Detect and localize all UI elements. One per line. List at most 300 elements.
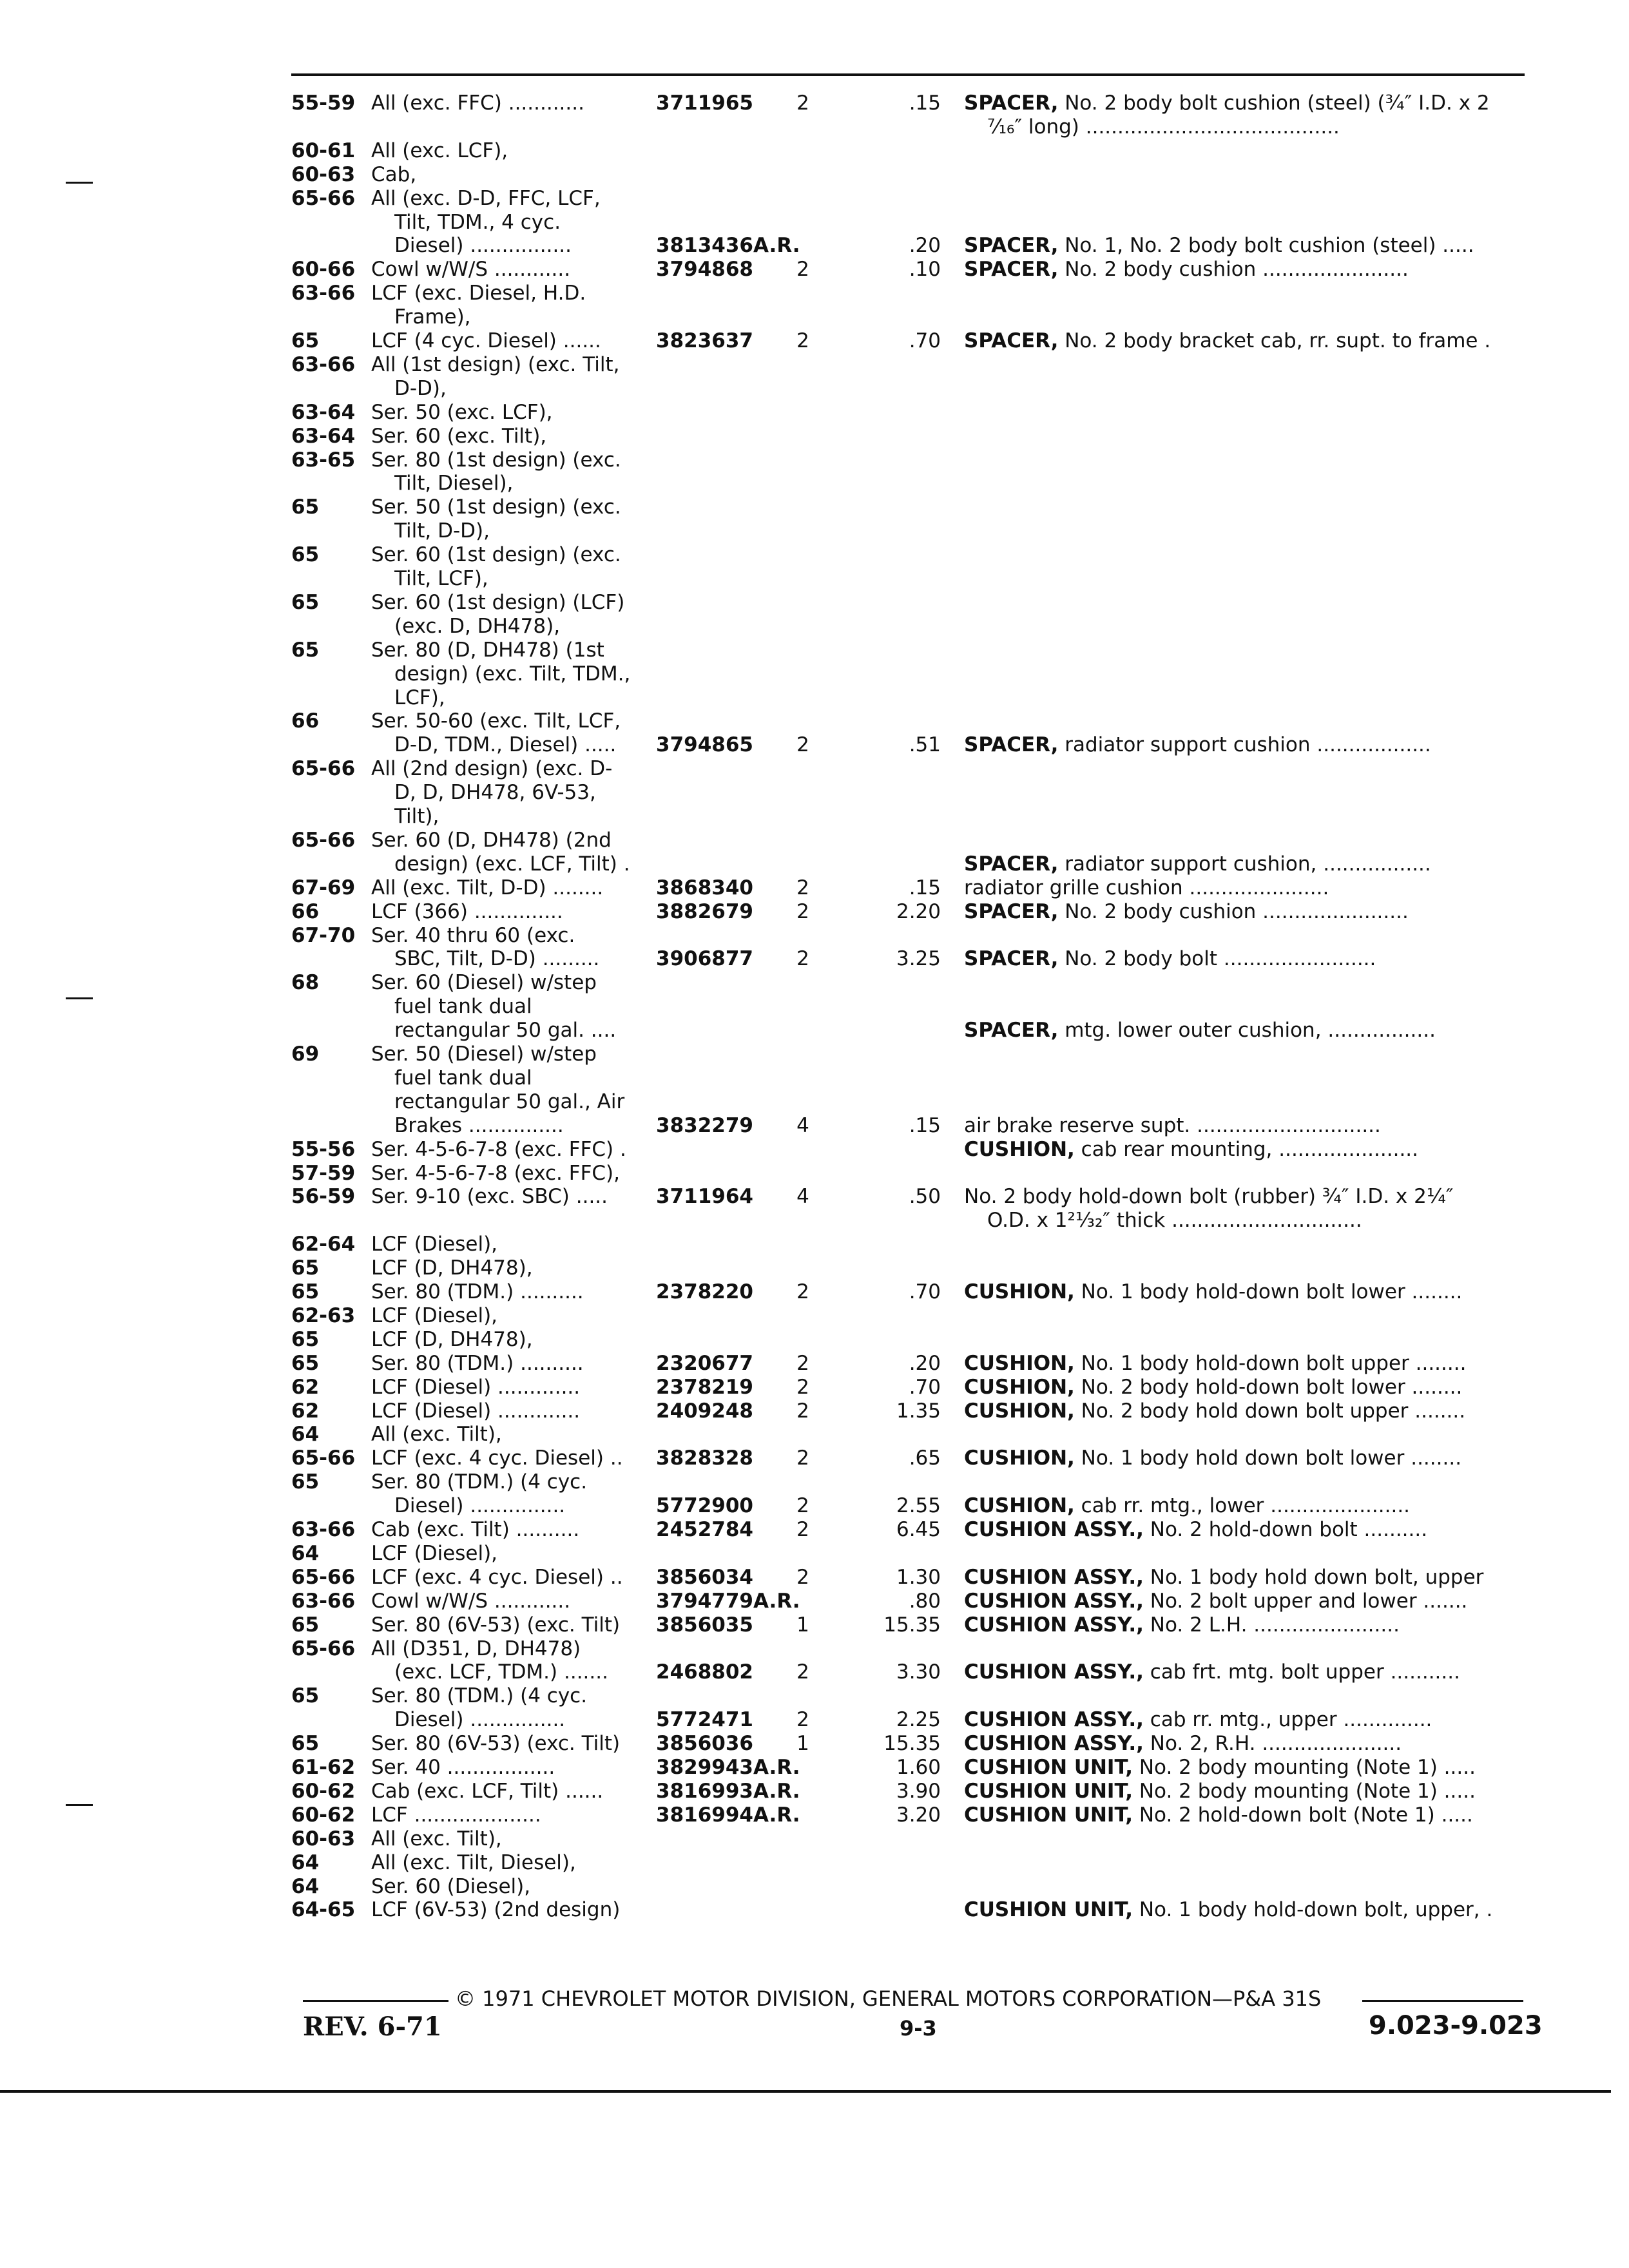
table-row (0, 1780, 1629, 1803)
table-row (0, 1637, 1629, 1660)
quantity: 2 (796, 91, 809, 115)
model-years: 65 (291, 590, 320, 614)
part-number: 3823637 (656, 329, 753, 352)
table-row (0, 495, 1629, 519)
part-name: SPACER, (964, 91, 1059, 115)
application: Ser. 80 (TDM.) .......... (371, 1351, 584, 1375)
part-name: CUSHION ASSY., (964, 1708, 1144, 1732)
model-years: 60-63 (291, 1827, 356, 1850)
model-years: 69 (291, 1043, 320, 1066)
part-number: 3794779A.R. (656, 1589, 800, 1613)
part-name: SPACER, (964, 258, 1059, 282)
application: Tilt, LCF), (394, 567, 488, 590)
part-name: CUSHION ASSY., (964, 1518, 1144, 1541)
application: Tilt, D-D), (394, 519, 490, 543)
application: All (exc. Tilt, Diesel), (371, 1850, 576, 1874)
application: fuel tank dual (394, 1066, 532, 1090)
part-number: 3856035 (656, 1613, 753, 1637)
description (964, 1803, 1523, 1827)
quantity: 2 (796, 1518, 809, 1541)
part-name: CUSHION UNIT, (964, 1779, 1133, 1803)
model-years: 65 (291, 1256, 320, 1280)
application: Ser. 4-5-6-7-8 (exc. FFC), (371, 1161, 621, 1185)
table-row (0, 1352, 1629, 1375)
application: All (1st design) (exc. Tilt, (371, 352, 620, 376)
table-row (0, 1708, 1629, 1731)
application: All (exc. Tilt), (371, 1827, 502, 1850)
application: Ser. 40 ................. (371, 1756, 555, 1779)
application: LCF (D, DH478), (371, 1256, 533, 1280)
description (964, 1494, 1523, 1517)
model-years: 63-64 (291, 424, 356, 448)
quantity: 2 (796, 1446, 809, 1470)
model-years: 65 (291, 543, 320, 567)
table-row (0, 639, 1629, 662)
model-years: 65 (291, 495, 320, 519)
price: 3.90 (896, 1779, 941, 1803)
price: 15.35 (883, 1613, 941, 1637)
model-years: 65 (291, 329, 320, 352)
quantity: 2 (796, 258, 809, 282)
quantity: 1 (796, 1732, 809, 1756)
description (964, 258, 1523, 281)
description-text: No. 2 hold-down bolt (Note 1) ..... (1132, 1803, 1473, 1827)
table-row (0, 305, 1629, 329)
description (987, 115, 1523, 139)
application: Cowl w/W/S ............ (371, 258, 571, 282)
table-row (0, 900, 1629, 923)
table-row (0, 1066, 1629, 1090)
description-text: No. 2 L.H. ....................... (1143, 1613, 1400, 1637)
application: Ser. 50 (exc. LCF), (371, 400, 553, 424)
application: Ser. 60 (Diesel), (371, 1874, 531, 1898)
application: LCF (Diesel), (371, 1233, 498, 1256)
part-number: 2409248 (656, 1399, 753, 1423)
part-name: SPACER, (964, 1019, 1059, 1043)
part-name: CUSHION ASSY., (964, 1565, 1144, 1589)
application: Tilt, TDM., 4 cyc. (394, 210, 561, 234)
application: Ser. 50 (Diesel) w/step (371, 1043, 597, 1066)
table-row (0, 1423, 1629, 1446)
footer-revision: REV. 6-71 (303, 2012, 442, 2042)
application: Ser. 80 (TDM.) (4 cyc. (371, 1684, 588, 1708)
model-years: 63-64 (291, 400, 356, 424)
table-row (0, 1209, 1629, 1232)
description-text: No. 2 body bolt ........................ (1058, 947, 1376, 971)
table-row (0, 709, 1629, 733)
table-row (0, 971, 1629, 994)
part-number: 3856034 (656, 1565, 753, 1589)
application: All (D351, D, DH478) (371, 1637, 581, 1660)
model-years: 63-66 (291, 1518, 356, 1541)
table-row (0, 543, 1629, 566)
model-years: 65-66 (291, 757, 356, 781)
table-row (0, 924, 1629, 947)
description (964, 1280, 1523, 1303)
table-row (0, 234, 1629, 257)
table-row (0, 1590, 1629, 1613)
price: .50 (909, 1185, 941, 1209)
application: All (2nd design) (exc. D- (371, 757, 613, 781)
application: Ser. 4-5-6-7-8 (exc. FFC) . (371, 1137, 626, 1161)
price: .65 (909, 1446, 941, 1470)
quantity: 1 (796, 1613, 809, 1637)
table-row (0, 163, 1629, 186)
description-text: No. 2, R.H. ...................... (1143, 1732, 1402, 1756)
part-name: CUSHION UNIT, (964, 1803, 1133, 1827)
part-number: 2320677 (656, 1351, 753, 1375)
price: 1.30 (896, 1565, 941, 1589)
price: .20 (909, 1351, 941, 1375)
application: All (exc. D-D, FFC, LCF, (371, 186, 601, 210)
table-row (0, 1803, 1629, 1827)
description-text: cab rr. mtg., lower ...................... (1074, 1494, 1411, 1518)
application: Ser. 40 thru 60 (exc. (371, 923, 575, 947)
table-row (0, 1660, 1629, 1684)
part-number: 2378220 (656, 1280, 753, 1303)
table-row (0, 425, 1629, 448)
application: Ser. 80 (TDM.) .......... (371, 1280, 584, 1303)
table-row (0, 1756, 1629, 1779)
description-text: No. 1 body hold-down bolt, upper, . (1132, 1898, 1493, 1922)
table-row (0, 662, 1629, 686)
price: 1.60 (896, 1756, 941, 1779)
description-text: No. 1 body hold down bolt lower ........ (1074, 1446, 1462, 1470)
application: LCF (366) .............. (371, 899, 563, 923)
description (964, 1399, 1523, 1423)
application: LCF (Diesel) ............. (371, 1375, 581, 1399)
table-row (0, 947, 1629, 970)
description-text: No. 2 body mounting (Note 1) ..... (1132, 1756, 1476, 1779)
table-row (0, 686, 1629, 709)
application: All (exc. LCF), (371, 139, 508, 162)
model-years: 68 (291, 971, 320, 995)
part-name: SPACER, (964, 733, 1059, 757)
price: 2.25 (896, 1708, 941, 1732)
application: LCF (Diesel) ............. (371, 1399, 581, 1423)
part-number: 3829943A.R. (656, 1756, 800, 1779)
price: .51 (909, 733, 941, 757)
application: (exc. LCF, TDM.) ....... (394, 1660, 608, 1684)
model-years: 66 (291, 899, 320, 923)
application: All (exc. Tilt, D-D) ........ (371, 876, 604, 899)
part-name: CUSHION UNIT, (964, 1898, 1133, 1922)
application: Ser. 60 (exc. Tilt), (371, 424, 547, 448)
quantity: 2 (796, 876, 809, 899)
table-row (0, 1684, 1629, 1707)
description (964, 1756, 1523, 1779)
table-row (0, 1256, 1629, 1280)
description (964, 1518, 1523, 1541)
table-row (0, 1470, 1629, 1494)
quantity: 2 (796, 1351, 809, 1375)
table-row (0, 1851, 1629, 1874)
application: LCF (exc. Diesel, H.D. (371, 282, 586, 305)
price: .70 (909, 1280, 941, 1303)
model-years: 65 (291, 1327, 320, 1351)
description-text: No. 1 body hold-down bolt lower ........ (1074, 1280, 1463, 1303)
table-row (0, 1376, 1629, 1399)
price: .20 (909, 234, 941, 258)
application: Frame), (394, 305, 471, 329)
description-text: radiator support cushion .................. (1058, 733, 1431, 757)
model-years: 66 (291, 709, 320, 733)
description (964, 1780, 1523, 1803)
description (964, 234, 1523, 257)
application: LCF .................... (371, 1803, 541, 1827)
model-years: 65 (291, 638, 320, 662)
quantity: 2 (796, 1708, 809, 1732)
application: LCF (Diesel), (371, 1541, 498, 1565)
model-years: 65-66 (291, 1565, 356, 1589)
description-text: No. 2 bolt upper and lower ....... (1143, 1589, 1468, 1613)
footer-group-code: 9.023-9.023 (1369, 2011, 1543, 2041)
description-text: No. 2 body hold down bolt upper ........ (1074, 1399, 1466, 1423)
quantity: 4 (796, 1113, 809, 1137)
application: Ser. 80 (1st design) (exc. (371, 448, 621, 472)
application: Ser. 80 (6V-53) (exc. Tilt) (371, 1613, 621, 1637)
part-name: CUSHION, (964, 1351, 1075, 1375)
description (964, 91, 1523, 115)
application: Ser. 60 (1st design) (exc. (371, 543, 621, 567)
application: Cab, (371, 162, 417, 186)
description (964, 900, 1523, 923)
table-row (0, 329, 1629, 352)
model-years: 63-66 (291, 352, 356, 376)
table-row (0, 1114, 1629, 1137)
table-row (0, 448, 1629, 472)
application: All (exc. Tilt), (371, 1423, 502, 1446)
application: Ser. 80 (6V-53) (exc. Tilt) (371, 1732, 621, 1756)
application: design) (exc. LCF, Tilt) . (394, 852, 630, 876)
part-number: 3794865 (656, 733, 753, 757)
part-number: 3868340 (656, 876, 753, 899)
price: .10 (909, 258, 941, 282)
part-name: CUSHION, (964, 1446, 1075, 1470)
model-years: 65-66 (291, 1637, 356, 1660)
quantity: 2 (796, 329, 809, 352)
price: .15 (909, 1113, 941, 1137)
application: Cab (exc. Tilt) .......... (371, 1518, 580, 1541)
quantity: 2 (796, 1660, 809, 1684)
application: design) (exc. Tilt, TDM., (394, 662, 631, 686)
model-years: 65 (291, 1613, 320, 1637)
application: All (exc. FFC) ............ (371, 91, 584, 115)
application: Cowl w/W/S ............ (371, 1589, 571, 1613)
description (964, 1590, 1523, 1613)
application: Ser. 60 (1st design) (LCF) (371, 590, 625, 614)
model-years: 55-56 (291, 1137, 356, 1161)
table-row (0, 805, 1629, 828)
part-name: CUSHION ASSY., (964, 1732, 1144, 1756)
table-row (0, 1043, 1629, 1066)
part-number: 3882679 (656, 899, 753, 923)
model-years: 60-66 (291, 258, 356, 282)
table-row (0, 1898, 1629, 1921)
part-name: SPACER, (964, 899, 1059, 923)
model-years: 64-65 (291, 1898, 356, 1922)
model-years: 56-59 (291, 1185, 356, 1209)
description-text: radiator grille cushion ...................... (964, 876, 1329, 899)
part-name: CUSHION ASSY., (964, 1660, 1144, 1684)
table-row (0, 1233, 1629, 1256)
part-number: 3794868 (656, 258, 753, 282)
part-number: 3711965 (656, 91, 753, 115)
price: 6.45 (896, 1518, 941, 1541)
description (964, 1898, 1523, 1921)
model-years: 63-66 (291, 1589, 356, 1613)
part-name: SPACER, (964, 234, 1059, 258)
model-years: 60-62 (291, 1779, 356, 1803)
model-years: 60-63 (291, 162, 356, 186)
table-row (0, 1304, 1629, 1327)
description (964, 1446, 1523, 1470)
application: Tilt), (394, 805, 439, 828)
table-row (0, 567, 1629, 590)
description-text: No. 2 body cushion ....................... (1058, 899, 1409, 923)
part-name: CUSHION, (964, 1375, 1075, 1399)
description-text: No. 2 body mounting (Note 1) ..... (1132, 1779, 1476, 1803)
price: 1.35 (896, 1399, 941, 1423)
description (964, 852, 1523, 876)
description-text: air brake reserve supt. ............................. (964, 1113, 1381, 1137)
model-years: 65 (291, 1684, 320, 1708)
part-number: 3816993A.R. (656, 1779, 800, 1803)
application: Tilt, Diesel), (394, 472, 514, 495)
description-text: mtg. lower outer cushion, ................. (1058, 1019, 1436, 1043)
application: SBC, Tilt, D-D) ......... (394, 947, 600, 971)
model-years: 64 (291, 1541, 320, 1565)
description (964, 1566, 1523, 1589)
table-row (0, 1875, 1629, 1898)
description (964, 1352, 1523, 1375)
model-years: 62 (291, 1375, 320, 1399)
footer-rule-right (1362, 2000, 1523, 2002)
table-row (0, 1328, 1629, 1351)
footer-page-number: 9-3 (900, 2016, 937, 2041)
model-years: 64 (291, 1874, 320, 1898)
part-number: 3832279 (656, 1113, 753, 1137)
description (964, 1138, 1523, 1161)
table-row (0, 91, 1629, 115)
table-row (0, 1542, 1629, 1565)
table-row (0, 1446, 1629, 1470)
table-row (0, 377, 1629, 400)
part-name: SPACER, (964, 329, 1059, 352)
description-text: No. 1, No. 2 body bolt cushion (steel) ..... (1058, 234, 1474, 258)
application: LCF (4 cyc. Diesel) ...... (371, 329, 601, 352)
application: Ser. 9-10 (exc. SBC) ..... (371, 1185, 608, 1209)
table-row (0, 472, 1629, 495)
price: 3.25 (896, 947, 941, 971)
price: .15 (909, 91, 941, 115)
application: Ser. 80 (TDM.) (4 cyc. (371, 1470, 588, 1494)
price: 3.30 (896, 1660, 941, 1684)
part-name: CUSHION UNIT, (964, 1756, 1133, 1779)
model-years: 63-66 (291, 282, 356, 305)
application: LCF (exc. 4 cyc. Diesel) .. (371, 1565, 623, 1589)
part-name: SPACER, (964, 852, 1059, 876)
part-number: 2452784 (656, 1518, 753, 1541)
part-name: CUSHION ASSY., (964, 1589, 1144, 1613)
table-row (0, 1827, 1629, 1850)
footer-copyright: © 1971 CHEVROLET MOTOR DIVISION, GENERAL MOTORS CORPORATION—P&A 31S (455, 1986, 1322, 2011)
description (964, 1019, 1523, 1042)
application: Diesel) ................ (394, 234, 572, 258)
price: 2.55 (896, 1494, 941, 1518)
quantity: 2 (796, 733, 809, 757)
description (987, 1209, 1523, 1232)
description-text: No. 2 body hold-down bolt lower ........ (1074, 1375, 1463, 1399)
model-years: 65-66 (291, 828, 356, 852)
description (964, 1732, 1523, 1755)
price: 15.35 (883, 1732, 941, 1756)
model-years: 64 (291, 1423, 320, 1446)
table-row (0, 852, 1629, 876)
top-rule (291, 73, 1525, 76)
price: .15 (909, 876, 941, 899)
application: LCF (D, DH478), (371, 1327, 533, 1351)
model-years: 67-70 (291, 923, 356, 947)
quantity: 4 (796, 1185, 809, 1209)
table-row (0, 615, 1629, 638)
table-row (0, 1613, 1629, 1637)
description-text: No. 2 body hold-down bolt (rubber) ¾″ I.D. x 2¼″ (964, 1185, 1454, 1209)
description-text: No. 2 body cushion ....................... (1058, 258, 1409, 282)
application: LCF (exc. 4 cyc. Diesel) .. (371, 1446, 623, 1470)
model-years: 60-62 (291, 1803, 356, 1827)
price: 3.20 (896, 1803, 941, 1827)
application: D, D, DH478, 6V-53, (394, 781, 596, 805)
table-row (0, 1280, 1629, 1303)
table-row (0, 139, 1629, 162)
table-row (0, 1494, 1629, 1517)
table-row (0, 187, 1629, 210)
table-row (0, 401, 1629, 424)
footer-rule-left (303, 2000, 448, 2002)
application: Cab (exc. LCF, Tilt) ...... (371, 1779, 604, 1803)
quantity: 2 (796, 1375, 809, 1399)
table-row (0, 1019, 1629, 1042)
model-years: 65 (291, 1351, 320, 1375)
application: Ser. 50 (1st design) (exc. (371, 495, 621, 519)
table-row (0, 1732, 1629, 1755)
model-years: 60-61 (291, 139, 356, 162)
table-row (0, 1399, 1629, 1423)
price: .80 (909, 1589, 941, 1613)
table-row (0, 829, 1629, 852)
part-number: 2378219 (656, 1375, 753, 1399)
description (964, 329, 1523, 352)
model-years: 62 (291, 1399, 320, 1423)
part-number: 3906877 (656, 947, 753, 971)
description (964, 733, 1523, 756)
table-row (0, 519, 1629, 543)
description-text: O.D. x 1²¹⁄₃₂″ thick .............................. (987, 1209, 1362, 1233)
model-years: 55-59 (291, 91, 356, 115)
application: LCF), (394, 686, 445, 709)
model-years: 67-69 (291, 876, 356, 899)
table-row (0, 876, 1629, 899)
table-row (0, 1518, 1629, 1541)
description-text: cab rear mounting, ...................... (1074, 1137, 1419, 1161)
application: Ser. 60 (Diesel) w/step (371, 971, 597, 995)
part-name: CUSHION, (964, 1494, 1075, 1518)
table-row (0, 1566, 1629, 1589)
model-years: 64 (291, 1850, 320, 1874)
description-text: No. 2 body bracket cab, rr. supt. to frame . (1058, 329, 1491, 352)
part-number: 3816994A.R. (656, 1803, 800, 1827)
